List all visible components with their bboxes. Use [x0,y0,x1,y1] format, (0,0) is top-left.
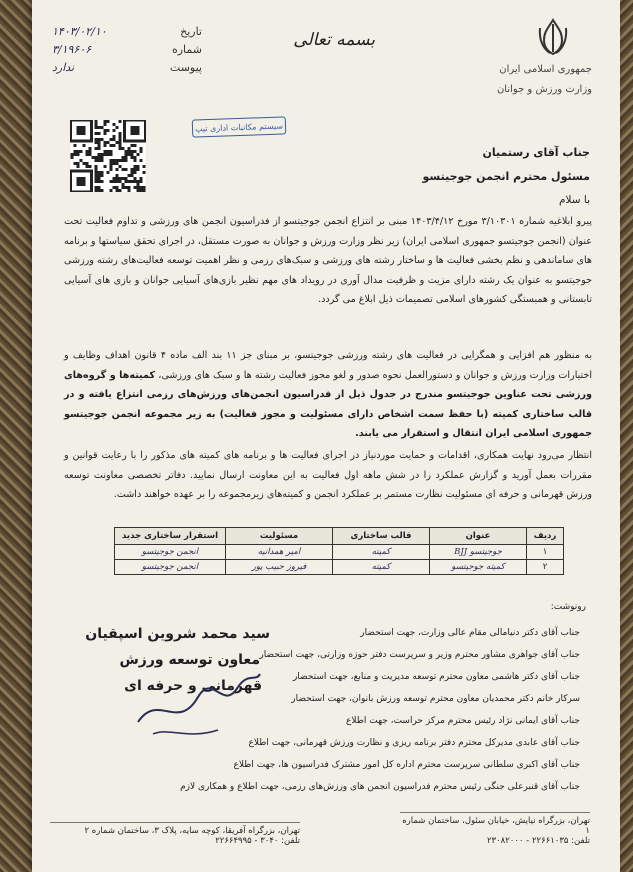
greeting: با سلام [558,194,590,206]
ministry-line-2: وزارت ورزش و جوانان [496,84,592,95]
iran-emblem-icon [536,18,570,56]
table-header-cell: مسئولیت [226,528,333,545]
body-paragraph-1: پیرو ابلاغیه شماره ۳/۱۰۳۰۱ مورخ ۱۴۰۳/۴/۱۲ مبنی بر انتزاع انجمن جوجیتسو از فدراسیون انجمن های ورزشی و تداوم فعالیت تحت عنوان (انجمن جوجیتسو جمهوری اسلامی ایران) زیر نظر وزارت ورزش و جوانان به صورت مستقل، در اجرای تحقق سیاستها و برنامه های ساماندهی و نظم بخشی فعالیت ها و ساختار رشته های ورزشی و سبک‌های رزمی و نظر اهمیت توسعه فعالیت‌های رشته ورزشی جوجیتسو به عنوان یک رشته دارای مزیت و ظرفیت مدال آوری در رویداد های مهم نظیر بازی‌های آسیایی جوانان و بازی های آسیایی تابستانی و همبستگی کشورهای اسلامی تصمیمات ذیل ابلاغ می گردد. [64,216,592,306]
committees-table [114,527,564,575]
table-cell: ۱ [527,545,564,560]
footer-address-right [400,812,590,846]
table-cell: کمیته [333,560,430,575]
copy-item: جناب آقای دکتر دنیامالی مقام عالی وزارت، جهت استحضار [360,628,580,638]
ministry-line-1: جمهوری اسلامی ایران [499,64,592,75]
table-cell: انجمن جوجیتسو [115,545,226,560]
copy-item: جناب آقای ایمانی نژاد رئیس محترم مرکز حراست، جهت اطلاع [346,716,580,726]
footer-left-address: تهران، بزرگراه آفریقا، کوچه سایه، پلاک ۳، ساختمان شماره ۲ [84,826,300,836]
footer-divider [400,812,590,813]
copy-item: جناب آقای جواهری مشاور محترم وزیر و سرپرست دفتر حوزه وزارتی، جهت استحضار [259,650,580,660]
copy-item: جناب آقای عابدی مدیرکل محترم دفتر برنامه ریزی و نظارت ورزش قهرمانی، جهت اطلاع [248,738,580,748]
recipient-line-2: مسئول محترم انجمن جوجیتسو [422,170,590,183]
letter-meta [52,22,202,76]
attachment-value: ندارد [52,60,75,74]
table-header-cell: ردیف [527,528,564,545]
table-cell: ۲ [527,560,564,575]
copy-item: سرکار خانم دکتر محمدیان معاون محترم توسعه ورزش بانوان، جهت استحضار [291,694,580,704]
system-stamp: سیستم مکاتبات اداری تیپ [192,116,287,137]
letter-page [32,0,620,872]
signatory-title-1: معاون توسعه ورزش [119,652,260,668]
footer-address-left [50,822,300,846]
table-row [115,560,564,575]
attachment-label: پیوست [169,60,202,74]
body-paragraph-2-text: به منظور هم افزایی و همگرایی در فعالیت های رشته ورزشی جوجیتسو، بر مبنای جز ۱۱ بند الف ماده ۴ قانون اهداف وظایف و اختیارات وزارت ورزش و جوانان و دستورالعمل نحوه صدور و لغو مجوز فعالیت رشته ها و سبک های ورزشی، [64,350,593,381]
table-cell: انجمن جوجیتسو [115,560,226,575]
body-paragraph-2-bold: کمیته‌ها و گروه‌های ورزشی تحت عناوین جوجیتسو مندرج در جدول ذیل از فدراسیون انجمن‌های ورزش‌های رزمی انتزاع یافته و در قالب ساختاری کمیته (با حفظ سمت اشخاص دارای مسئولیت و مجوز فعالیت) به زیر مجموعه انجمن جوجیتسو جمهوری اسلامی ایران انتقال و استقرار می یابند. [64,369,592,440]
table-cell: کمیته جوجیتسو [430,560,527,575]
table-header-cell: قالب ساختاری [333,528,430,545]
copy-item: جناب آقای دکتر هاشمی معاون محترم توسعه مدیریت و منابع، جهت استحضار [292,672,580,682]
table-cell: کمیته [333,545,430,560]
footer-right-address: تهران، بزرگراه نیایش، خیابان سئول، ساختمان شماره ۱ [402,816,590,836]
footer-right-phone: تلفن: ۲۲۶۶۱۰۳۵ - ۲۳۰۸۲۰۰۰ [486,836,590,846]
table-header-row [115,528,564,545]
copy-item: جناب آقای قنبرعلی جنگی رئیس محترم فدراسیون انجمن های ورزش‌های رزمی، جهت اطلاع و همکاری لازم [180,782,580,792]
table-cell: فیروز حبیب پور [226,560,333,575]
body-paragraph-3: انتظار می‌رود نهایت همکاری، اقدامات و حمایت موردنیاز در اجرای فعالیت ها و برنامه های کمیته های مذکور را با رعایت قوانین و مقررات بعمل آورید و گزارش عملکرد را در شش ماهه اول فعالیت به این معاونت ارسال نمایید. دفاتر تخصصی معاونت توسعه ورزش قهرمانی و حرفه ای مسئولیت نظارت مستمر بر عملکرد انجمن و کمیته‌های زیرمجموعه را بر عهده خواهند داشت. [64,450,592,501]
table-header-cell: عنوان [430,528,527,545]
number-value: ۳/۱۹۶۰۶ [52,42,92,56]
number-label: شماره [171,42,202,56]
date-label: تاریخ [180,24,202,38]
signatory-title-2: قهرمانی و حرفه ای [124,678,262,694]
table-cell: جوجیتسو BJJ [430,545,527,560]
table-row [115,545,564,560]
date-value: ۱۴۰۳/۰۲/۱۰ [52,24,107,38]
footer-divider [50,822,300,823]
handwritten-signature-icon [128,652,268,742]
basmala: بسمه تعالی [293,30,375,50]
body-paragraph-2 [64,346,592,444]
copy-item: جناب آقای اکبری سلطانی سرپرست محترم اداره کل امور مشترک فدراسیون ها، جهت اطلاع [233,760,580,770]
signatory-name: سید محمد شروین اسپقیان [85,626,270,642]
footer-left-phone: تلفن: ۳۰۴۰ - ۲۲۶۶۴۹۹۵ [215,836,300,846]
recipient-line-1: جناب آقای رستمیان [482,146,590,159]
table-cell: امیر همدانیه [226,545,333,560]
table-header-cell: استقرار ساختاری جدید [115,528,226,545]
copies-title: رونوشت: [550,602,586,612]
qr-code-icon [70,120,146,192]
